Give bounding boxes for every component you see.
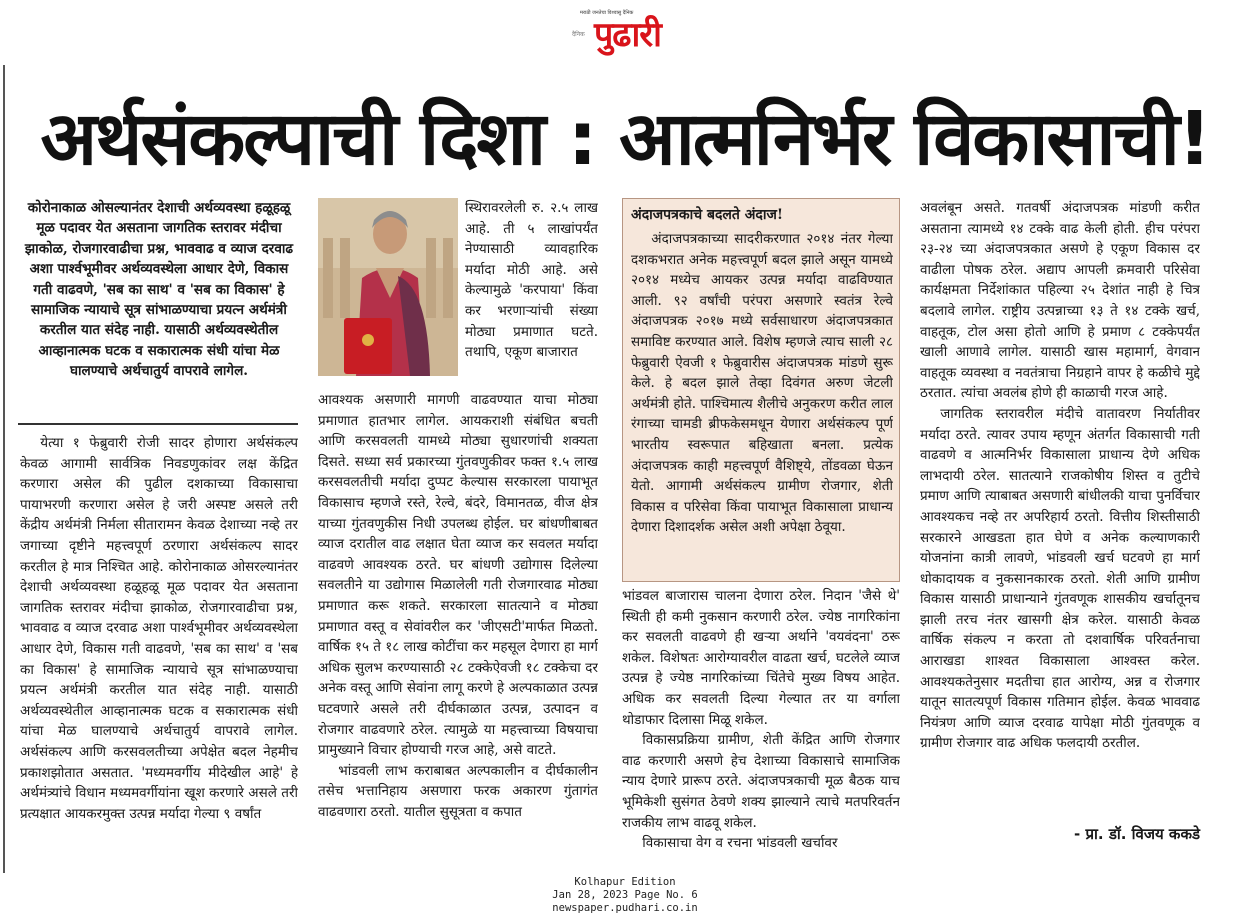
footer-edition: Kolhapur Edition — [574, 876, 676, 888]
column-2-paragraph-2: भांडवली लाभ कराबाबत अल्पकालीन व दीर्घकालीन तसेच भत्तानिहाय असणारा फरक अकारण गुंतागंत वाढवणारा ठरतो. यातील सुसूत्रता व कपात — [318, 762, 598, 820]
article-lead: कोरोनाकाळ ओसल्यानंतर देशाची अर्थव्यवस्था हळूहळू मूळ पदावर येत असताना जागतिक स्तरावर मंदीचा झाकोळ, रोजगारवाढीचा प्रश्न, भाववाढ व व्याज दरवाढ अशा पार्श्वभूमीवर अर्थव्यवस्थेला आधार देणे, विकास गती वाढवणे, 'सब का साथ' व 'सब का विकास' हे सामाजिक न्यायाचे सूत्र सांभाळण्याचा प्रयत्न अर्थमंत्री करतील यात संदेह नाही. यासाठी अर्थव्यवस्थेतील आव्हानात्मक घटक व सकारात्मक संधी यांचा मेळ घालण्याचे अर्थचातुर्य वापरावे लागेल. — [24, 200, 294, 380]
lead-divider — [18, 423, 298, 425]
column-2-paragraph-1: आवश्यक असणारी मागणी वाढवण्यात याचा मोठ्या प्रमाणात हातभार लागेल. आयकराशी संबंधित बचती आणि करसवलती यामध्ये मोठ्या सुधारणांची शक्यता दिसते. सध्या सर्व प्रकारच्या गुंतवणुकीवर फक्त १.५ लाख करसवलतीची मर्यादा दुप्पट केल्यास सरकारला पायाभूत विकासाच म्हणजे रस्ते, रेल्वे, बंदरे, विमानतळ, वीज क्षेत्र याच्या गुंतवणुकीस निधी उपलब्ध होईल. घर बांधणीबाबत व्याज दरातील वाढ लक्षात घेता व्याज कर सवलत मर्यादा वाढवणे आवश्यक ठरते. घर बांधणी उद्योगास दिलेल्या सवलतीने या उद्योगास मिळालेली गती रोजगारवाढ मोठ्या प्रमाणात करू शकते. सरकारला सातत्याने व मोठ्या प्रमाणात वस्तू व सेवांवरील कर 'जीएसटी'मार्फत मिळतो. वार्षिक १५ ते १८ लाख कोटींचा कर महसूल देणारा हा मार्ग अधिक सुलभ करण्यासाठी २८ टक्केऐवजी १८ टक्केचा दर अनेक वस्तू आणि सेवांना लागू करणे हे अल्पकाळात उत्पन्न घटवणारे असले तरी दीर्घकाळात उत्पन्न, उत्पादन व रोजगार वाढवणारे ठरेल. त्यामुळे या महत्त्वाच्या विषयाचा प्रामुख्याने विचार होण्याची गरज आहे, असे वाटते. — [318, 392, 598, 759]
column-2 — [318, 390, 598, 868]
column-1-paragraph: येत्या १ फेब्रुवारी रोजी सादर होणारा अर्थसंकल्प केवळ आगामी सार्वत्रिक निवडणुकांवर लक्ष केंद्रित करणारा असेल की पुढील दशकाच्या विकासाचा पायाभरणी करणारा असेल हे जरी अस्पष्ट असले तरी केंद्रीय अर्थमंत्री निर्मला सीतारामन केवळ देशाच्या नव्हे तर जगाच्या दृष्टीने महत्त्वपूर्ण ठरणारा अर्थसंकल्प सादर करतील हे मात्र निश्चित आहे. कोरोनाकाळ ओसरल्यानंतर देशाची अर्थव्यवस्था हळूहळू मूळ पदावर येत असताना जागतिक स्तरावर मंदीचा झाकोळ, रोजगारवाढीचा प्रश्न, भाववाढ व व्याज दरवाढ अशा पार्श्वभूमीवर अर्थव्यवस्थेला आधार देणे, विकास गती वाढवणे, 'सब का साथ' व 'सब का विकास' हे सामाजिक न्यायाचे सूत्र सांभाळण्याचा प्रयत्न अर्थमंत्री करतील यात संदेह नाही. यासाठी अर्थव्यवस्थेतील आव्हानात्मक घटक व सकारात्मक संधी यांचा मेळ घालण्याचे अर्थचातुर्य वापरावे लागेल. अर्थसंकल्प आणि करसवलतीच्या अपेक्षेत बदल नेहमीच प्रकाशझोतात असतात. 'मध्यमवर्गीय मीदेखील आहे' हे अर्थमंत्र्यांचे विधान मध्यमवर्गीयांना खूश करणारे असले तरी प्रत्यक्षात आयकरमुक्त उत्पन्न मर्यादा गेल्या ९ वर्षांत — [20, 435, 298, 822]
sidebar-box-text — [631, 229, 893, 577]
sidebar-box-paragraph: अंदाजपत्रकाच्या सादरीकरणात २०१४ नंतर गेल्या दशकभरात अनेक महत्त्वपूर्ण बदल झाले असून यामध्ये २०१४ मध्येच आयकर उत्पन्न मर्यादा वाढविण्यात आली. ९२ वर्षांची परंपरा असणारे स्वतंत्र रेल्वे अंदाजपत्रक २०१७ मध्ये सर्वसाधारण अंदाजपत्रकात समाविष्ट करण्यात आले. विशेष म्हणजे त्याच साली २८ फेब्रुवारी ऐवजी १ फेब्रुवारीस अंदाजपत्रक मांडणे सुरू केले. हे बदल झाले तेव्हा दिवंगत अरुण जेटली अर्थमंत्री होते. पाश्चिमात्य शैलीचे अनुकरण करीत लाल रंगाच्या चामडी ब्रीफकेसमधून येणारा अर्थसंकल्प पूर्ण भारतीय स्वरूपात बहिखाता बनला. प्रत्येक अंदाजपत्रक काही महत्त्वपूर्ण वैशिष्ट्ये, तोंडवळा घेऊन येतो. आगामी अर्थसंकल्प ग्रामीण रोजगार, शेती विकास व परिसेवा किंवा पायाभूत विकासाला प्राधान्य देणारा दिशादर्शक असेल अशी अपेक्षा ठेवूया. — [631, 231, 893, 536]
column-4-paragraph-1: अवलंबून असते. गतवर्षी अंदाजपत्रक मांडणी करीत असताना त्यामध्ये १४ टक्के वाढ केली होती. हीच परंपरा २३-२४ च्या अंदाजपत्रकात असणे हे एकूण विकास दर वाढीला पोषक ठरेल. अद्याप आपली क्रमवारी परिसेवा कार्यक्षमता निर्देशांकात पहिल्या २५ देशांत नाही हे चित्र बदलावे लागेल. राष्ट्रीय उत्पन्नाच्या १३ ते १४ टक्के खर्च, वाहतूक, टोल असा होतो आणि हे प्रमाण ८ टक्केपर्यंत खाली आणावे लागेल. यासाठी खास महामार्ग, वेगवान वाहतूक व्यवस्था व नवतंत्राचा निग्रहाने वापर हे कळीचे मुद्दे ठरतात. त्यांचा अवलंब होणे ही काळाची गरज आहे. — [920, 200, 1200, 402]
column-3-paragraph-3: विकासाचा वेग व रचना भांडवली खर्चावर — [642, 835, 838, 852]
column-4 — [920, 198, 1200, 826]
column-1 — [20, 433, 298, 868]
footer-site-link[interactable]: newspaper.pudhari.co.in — [552, 902, 698, 914]
author-byline: - प्रा. डॉ. विजय ककडे — [1074, 825, 1200, 843]
masthead-tagline: मराठी जनतेचा विश्वासु दैनिक — [580, 10, 634, 16]
page-footer — [525, 876, 725, 915]
sidebar-box — [622, 198, 900, 582]
column-4-paragraph-2: जागतिक स्तरावरील मंदीचे वातावरण निर्यातीवर मर्यादा ठरते. त्यावर उपाय म्हणून अंतर्गत विकासाची गती वाढवणे व आत्मनिर्भर विकासाला प्राधान्य देणे अधिक लाभदायी ठरेल. सातत्याने राजकोषीय शिस्त व तुटीचे प्रमाण आणि त्याबाबत असणारी बांधीलकी याचा पुनर्विचार आवश्यकच नव्हे तर अपरिहार्य ठरतो. वित्तीय शिस्तीसाठी सरकारने आखडता हात घेणे व अनेक कल्याणकारी योजनांना कात्री लावणे, भांडवली खर्च घटवणे हा मार्ग धोकादायक व नुकसानकारक ठरतो. शेती आणि ग्रामीण विकास यासाठी प्राधान्याने गुंतवणूक शासकीय खर्चातूनच झाली तरच नंतर खासगी क्षेत्र करेल. यासाठी केवळ वार्षिक संकल्प न करता तो दशवार्षिक परिवर्तनाचा आराखडा शाश्वत विकासाला आश्वस्त करेल. आवश्यकतेनुसार मदतीचा हात आरोग्य, अन्न व रोजगार यातून सातत्यपूर्ण विकास गतिमान होईल. केवळ भाववाढ नियंत्रण आणि व्याज दरवाढ यापेक्षा मोठी गुंतवणूक व ग्रामीण रोजगार वाढ अधिक फलदायी ठरतील. — [920, 405, 1200, 752]
newspaper-logo: पुढारी — [594, 15, 661, 55]
column-3 — [622, 586, 900, 868]
column-2-top-text: स्थिरावरलेली रु. २.५ लाख आहे. ती ५ लाखांपर्यंत नेण्यासाठी व्यावहारिक मर्यादा मोठी आहे. असे केल्यामुळे 'करपाया' किंवा कर भरणाऱ्यांची संख्या मोठ्या प्रमाणात घटते. तथापि, एकूण बाजारात — [465, 200, 598, 361]
sidebar-box-heading: अंदाजपत्रकाचे बदलते अंदाज! — [631, 207, 784, 223]
finance-minister-photo — [318, 198, 458, 376]
photo-illustration — [318, 198, 458, 376]
column-3-paragraph-2: विकासप्रक्रिया ग्रामीण, शेती केंद्रित आणि रोजगार वाढ करणारी असणे हेच देशाच्या विकासाचे सामाजिक न्याय देणारे प्रारूप ठरते. अंदाजपत्रकाची मूळ बैठक याच भूमिकेशी सुसंगत ठेवणे शक्य झाल्याने त्याचे मतपरिवर्तन राजकीय लाभ वाढवू शकेल. — [622, 732, 900, 831]
masthead-prefix: दैनिक — [572, 31, 585, 38]
page-edge-rule — [3, 65, 5, 873]
masthead — [560, 10, 690, 58]
article-headline: अर्थसंकल्पाची दिशा : आत्मनिर्भर विकासाची! — [40, 96, 1210, 182]
column-2-top — [465, 198, 598, 390]
footer-date: Jan 28, 2023 Page No. 6 — [552, 889, 698, 901]
column-3-paragraph-1: भांडवल बाजारास चालना देणारा ठरेल. निदान 'जैसे थे' स्थिती ही कमी नुकसान करणारी ठरेल. ज्येष्ठ नागरिकांना कर सवलती वाढवणे ही खऱ्या अर्थाने 'वयवंदना' ठरू शकेल. विशेषतः आरोग्यावरील वाढता खर्च, घटलेले व्याज उत्पन्न हे ज्येष्ठ नागरिकांच्या चिंतेचे मुख्य विषय आहेत. अधिक कर सवलती दिल्या गेल्यात तर या वर्गाला थोडाफार दिलासा मिळू शकेल. — [622, 588, 900, 728]
